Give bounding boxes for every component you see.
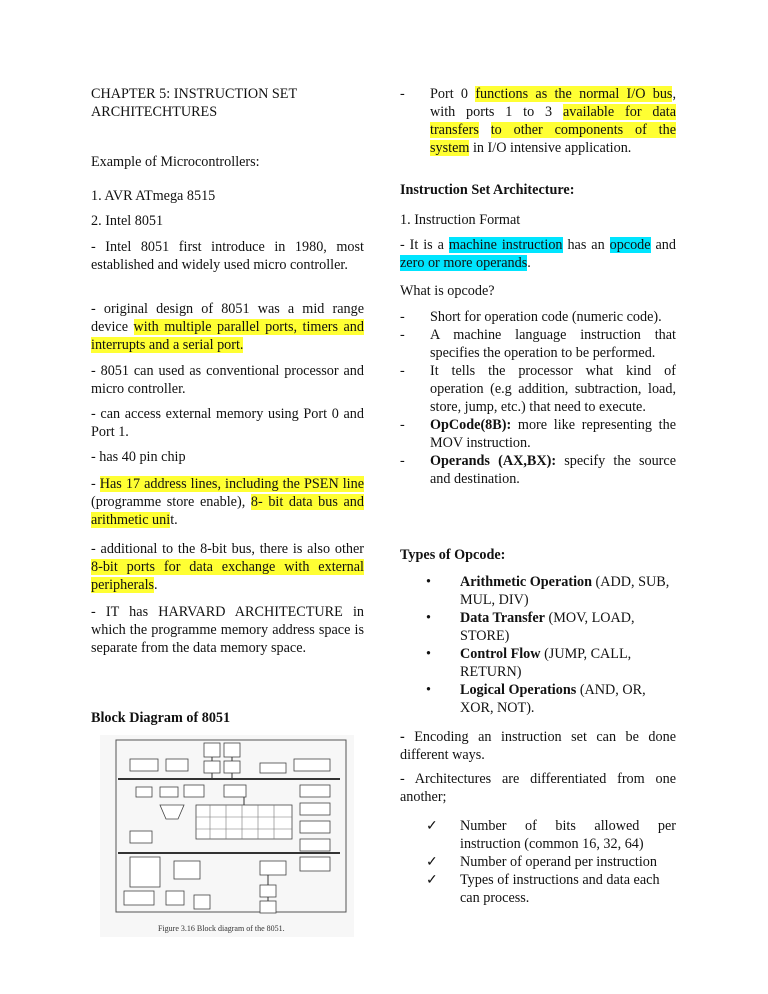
paragraph-conventional: - 8051 can used as conventional processor and micro controller. [91,363,364,397]
highlight: Has 17 address lines, including the PSEN line [99,476,364,492]
highlight: available for data transfers [430,104,676,138]
paragraph-address-lines: - Has 17 address lines, including the PSEN line (programme store enable), 8- bit data bus and arithmetic unit. [91,476,364,528]
criteria-list [400,817,676,907]
dash-marker: - [400,86,405,102]
highlight: machine instruction [448,237,563,253]
list-item: • Control Flow (JUMP, CALL, RETURN) [426,646,632,680]
highlight: opcode [609,237,651,253]
list-item: ✓ Types of instructions and data each can process. [400,871,676,907]
list-item: • Logical Operations (AND, OR, XOR, NOT). [426,682,646,716]
figure-caption: Figure 3.16 Block diagram of the 8051. [158,924,285,933]
paragraph-intel-intro: - Intel 8051 first introduce in 1980, most established and widely used micro controller. [91,239,364,273]
highlight: functions as the normal I/O bus [475,86,673,102]
highlight: to other components of the system [430,122,677,156]
list-item: - OpCode(8B): more like representing the MOV instruction. [400,417,676,451]
chapter-title: CHAPTER 5: INSTRUCTION SET ARCHITECHTURES [91,86,297,120]
paragraph-pins: - has 40 pin chip [91,449,186,465]
paragraph-encoding: - Encoding an instruction set can be done different ways. [400,729,676,763]
paragraph-machine-instruction: - It is a machine instruction has an opcode and zero or more operands. [400,237,676,271]
paragraph-architectures: - Architectures are differentiated from one another; [400,771,676,805]
paragraph-original-design: - original design of 8051 was a mid range device with multiple parallel ports, timers and interrupts and a serial port. [91,301,364,353]
check-icon: ✓ [426,818,438,834]
example-heading: Example of Microcontrollers: [91,154,260,170]
list-item: • Arithmetic Operation (ADD, SUB, MUL, DIV) [426,574,670,608]
port0-text: Port 0 functions as the normal I/O bus, with ports 1 to 3 available for data transfers to other components of the system in I/O intensive application. [430,86,677,156]
highlight: zero or more operands [400,255,528,271]
list-item: - A machine language instruction that specifies the operation to be performed. [400,327,676,361]
block-diagram-figure [100,735,354,937]
port0-note [400,85,676,157]
check-icon: ✓ [426,872,438,888]
list-item: ✓ Number of bits allowed per instruction (common 16, 32, 64) [400,817,676,853]
opcode-question: What is opcode? [400,283,495,299]
types-heading: Types of Opcode: [400,547,506,563]
highlight: 8-bit ports for data exchange with external peripherals [91,559,364,593]
opcode-list [400,308,676,488]
list-item: - Short for operation code (numeric code). [400,309,662,325]
list-item: - It tells the processor what kind of operation (e.g addition, subtraction, load, store, jump, etc.) that need to execute. [400,363,676,415]
paragraph-additional-ports: - additional to the 8-bit bus, there is also other 8-bit ports for data exchange with external peripherals. [91,541,364,593]
opcode-types-list [400,573,676,717]
list-item: ✓ Number of operand per instruction [400,853,676,871]
highlight: 8- bit data bus and arithmetic uni [91,494,364,528]
instruction-format-heading: 1. Instruction Format [400,212,521,228]
check-icon: ✓ [426,854,438,870]
list-item-avr: 1. AVR ATmega 8515 [91,188,216,204]
list-item-intel: 2. Intel 8051 [91,213,164,229]
list-item: • Data Transfer (MOV, LOAD, STORE) [426,610,635,644]
highlight: with multiple parallel ports, timers and interrupts and a serial port. [91,319,364,353]
paragraph-harvard: - IT has HARVARD ARCHITECTURE in which the programme memory address space is separate from the data memory space. [91,604,364,656]
block-diagram-heading: Block Diagram of 8051 [91,710,231,726]
paragraph-external-memory: - can access external memory using Port 0 and Port 1. [91,406,364,440]
isa-heading: Instruction Set Architecture: [400,182,575,198]
list-item: - Operands (AX,BX): specify the source and destination. [400,453,676,487]
